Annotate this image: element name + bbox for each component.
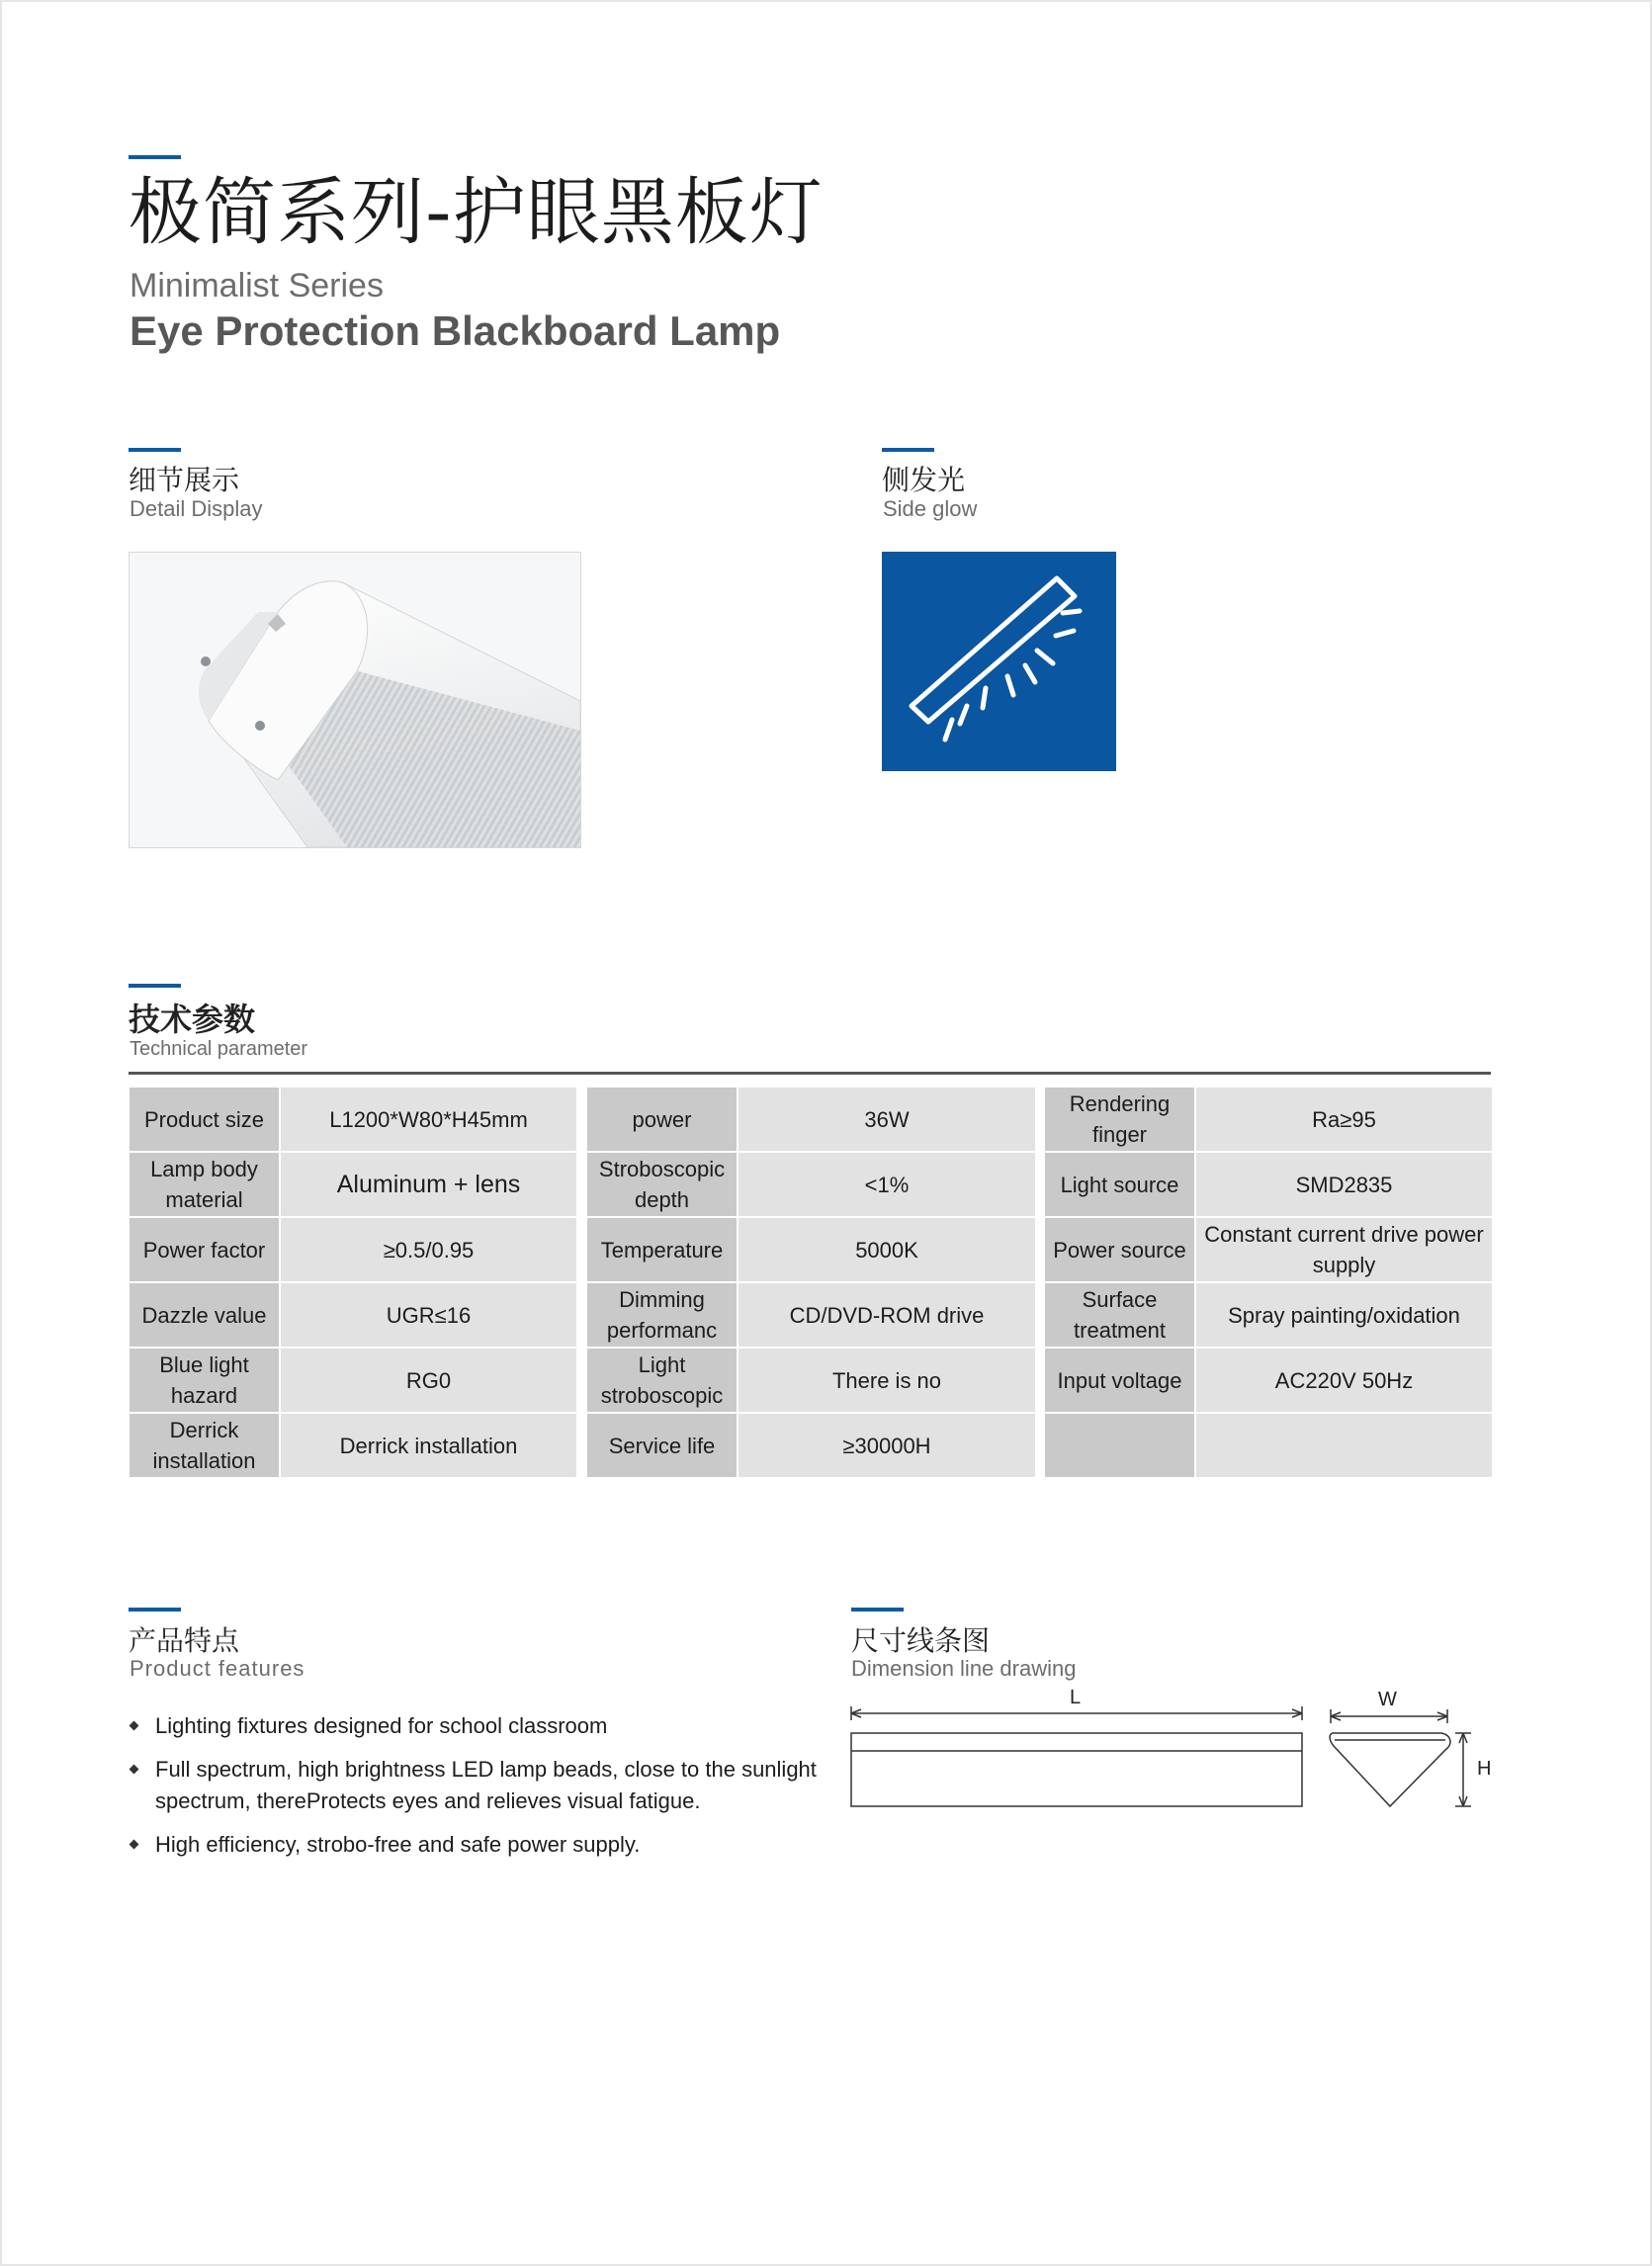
spec-row bbox=[587, 1088, 1035, 1151]
sideglow-title-cn: 侧发光 bbox=[882, 464, 966, 496]
spec-column-2 bbox=[587, 1088, 1035, 1479]
spec-label bbox=[1045, 1414, 1194, 1477]
spec-row bbox=[130, 1414, 576, 1477]
spec-value: CD/DVD-ROM drive bbox=[739, 1283, 1035, 1347]
spec-row bbox=[587, 1349, 1035, 1412]
spec-row bbox=[1045, 1349, 1492, 1412]
tech-title-en: Technical parameter bbox=[130, 1038, 308, 1060]
spec-label: power bbox=[587, 1088, 737, 1151]
spec-label: Lamp body material bbox=[130, 1153, 279, 1216]
lamp-detail-photo bbox=[129, 552, 581, 848]
diamond-bullet-icon bbox=[130, 1840, 139, 1850]
spec-row bbox=[587, 1414, 1035, 1477]
spec-label: Power factor bbox=[130, 1218, 279, 1281]
spec-label: Blue light hazard bbox=[130, 1349, 279, 1412]
detail-title-en: Detail Display bbox=[130, 496, 263, 521]
features-list bbox=[129, 1710, 821, 1873]
spec-row bbox=[130, 1218, 576, 1281]
spec-value: Constant current drive power supply bbox=[1196, 1218, 1492, 1281]
dimension-title-en: Dimension line drawing bbox=[851, 1656, 1077, 1681]
page-title-en: Eye Protection Blackboard Lamp bbox=[130, 307, 781, 354]
spec-label: Input voltage bbox=[1045, 1349, 1194, 1412]
spec-label: Rendering finger bbox=[1045, 1088, 1194, 1151]
features-title-en: Product features bbox=[130, 1656, 305, 1681]
spec-value: ≥30000H bbox=[739, 1414, 1035, 1477]
spec-label: Product size bbox=[130, 1088, 279, 1151]
list-item bbox=[129, 1829, 821, 1861]
spec-row bbox=[130, 1153, 576, 1216]
spec-label: Dimming performanc bbox=[587, 1283, 737, 1347]
detail-accent-bar bbox=[129, 448, 181, 452]
spec-row bbox=[587, 1153, 1035, 1216]
feature-text: High efficiency, strobo-free and safe power supply. bbox=[155, 1832, 641, 1857]
list-item bbox=[129, 1754, 821, 1817]
dimension-accent-bar bbox=[851, 1608, 904, 1612]
height-label: H bbox=[1477, 1758, 1492, 1780]
spec-row bbox=[587, 1283, 1035, 1347]
spec-row bbox=[130, 1088, 576, 1151]
spec-label: Surface treatment bbox=[1045, 1283, 1194, 1347]
sideglow-accent-bar bbox=[882, 448, 934, 452]
features-accent-bar bbox=[129, 1608, 181, 1612]
spec-row bbox=[1045, 1218, 1492, 1281]
spec-value: UGR≤16 bbox=[281, 1283, 576, 1347]
spec-label: Stroboscopic depth bbox=[587, 1153, 737, 1216]
spec-value: 5000K bbox=[739, 1218, 1035, 1281]
spec-value: SMD2835 bbox=[1196, 1153, 1492, 1216]
spec-label: Derrick installation bbox=[130, 1414, 279, 1477]
dimension-drawing bbox=[848, 1681, 1501, 1809]
spec-row bbox=[1045, 1153, 1492, 1216]
spec-value: RG0 bbox=[281, 1349, 576, 1412]
spec-value: L1200*W80*H45mm bbox=[281, 1088, 576, 1151]
feature-text: Lighting fixtures designed for school classroom bbox=[155, 1713, 608, 1738]
diamond-bullet-icon bbox=[130, 1765, 139, 1775]
spec-column-3 bbox=[1045, 1088, 1492, 1479]
spec-value: <1% bbox=[739, 1153, 1035, 1216]
spec-value: ≥0.5/0.95 bbox=[281, 1218, 576, 1281]
page-title-cn: 极简系列-护眼黑板灯 bbox=[129, 170, 824, 255]
spec-value: Derrick installation bbox=[281, 1414, 576, 1477]
spec-label: Service life bbox=[587, 1414, 737, 1477]
sideglow-title-en: Side glow bbox=[883, 496, 978, 521]
spec-value: There is no bbox=[739, 1349, 1035, 1412]
tech-accent-bar bbox=[129, 984, 181, 988]
spec-value: Spray painting/oxidation bbox=[1196, 1283, 1492, 1347]
spec-label: Dazzle value bbox=[130, 1283, 279, 1347]
length-label: L bbox=[1070, 1687, 1082, 1708]
detail-title-cn: 细节展示 bbox=[129, 464, 240, 496]
spec-row bbox=[130, 1283, 576, 1347]
spec-value: AC220V 50Hz bbox=[1196, 1349, 1492, 1412]
feature-text: Full spectrum, high brightness LED lamp beads, close to the sunlight spectrum, thereProtects eyes and relieves visual fatigue. bbox=[155, 1757, 817, 1813]
spec-column-1 bbox=[130, 1088, 576, 1479]
spec-row bbox=[1045, 1088, 1492, 1151]
spec-value: 36W bbox=[739, 1088, 1035, 1151]
features-title-cn: 产品特点 bbox=[129, 1624, 240, 1657]
side-glow-icon bbox=[882, 552, 1116, 771]
title-accent-bar bbox=[129, 155, 181, 159]
dimension-lines bbox=[848, 1681, 1501, 1809]
page-subtitle: Minimalist Series bbox=[130, 267, 384, 305]
spec-row bbox=[130, 1349, 576, 1412]
spec-value bbox=[1196, 1414, 1492, 1477]
spec-label: Light source bbox=[1045, 1153, 1194, 1216]
spec-row bbox=[1045, 1414, 1492, 1477]
dimension-title-cn: 尺寸线条图 bbox=[851, 1624, 991, 1657]
spec-label: Power source bbox=[1045, 1218, 1194, 1281]
spec-label: Light stroboscopic bbox=[587, 1349, 737, 1412]
width-label: W bbox=[1378, 1689, 1397, 1710]
tech-divider bbox=[129, 1072, 1491, 1075]
spec-value: Aluminum + lens bbox=[281, 1153, 576, 1216]
spec-value: Ra≥95 bbox=[1196, 1088, 1492, 1151]
tech-title-cn: 技术参数 bbox=[129, 1001, 256, 1038]
spec-label: Temperature bbox=[587, 1218, 737, 1281]
diamond-bullet-icon bbox=[130, 1721, 139, 1731]
spec-row bbox=[1045, 1283, 1492, 1347]
spec-row bbox=[587, 1218, 1035, 1281]
list-item bbox=[129, 1710, 821, 1742]
